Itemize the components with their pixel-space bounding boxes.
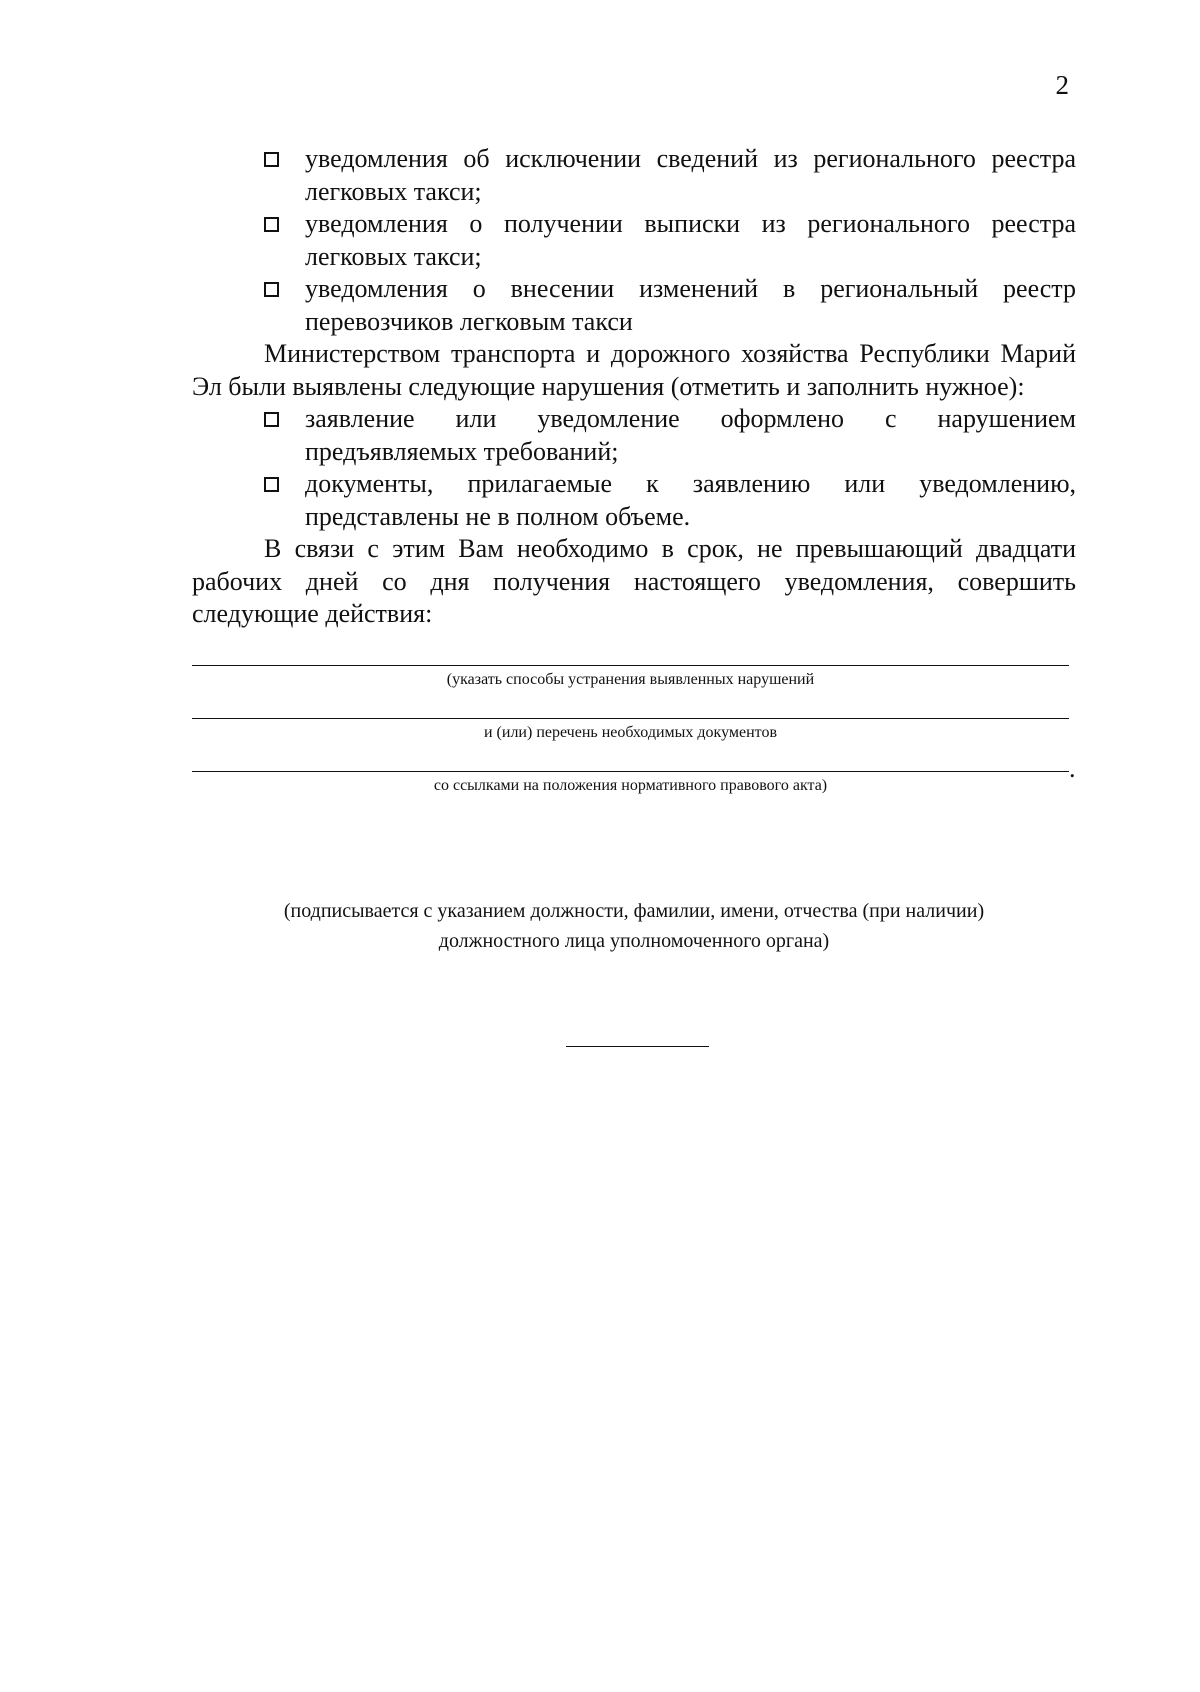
checkbox-item-text: уведомления о получении выписки из регионального реестра легковых такси; <box>305 209 1076 271</box>
checkbox-item <box>192 273 1076 338</box>
document-body <box>192 143 1076 797</box>
checkbox-square-icon[interactable] <box>264 217 279 232</box>
page-number: 2 <box>1055 70 1069 100</box>
checkbox-item <box>192 208 1076 273</box>
checkbox-item <box>192 468 1076 533</box>
checkbox-item <box>192 143 1076 208</box>
checkbox-square-icon[interactable] <box>264 477 279 492</box>
signature-note <box>192 896 1076 956</box>
checkbox-square-icon[interactable] <box>264 152 279 167</box>
checkbox-item-text: уведомления об исключении сведений из регионального реестра легковых такси; <box>305 144 1076 206</box>
blank-line[interactable] <box>192 771 1069 772</box>
fill-line <box>192 753 1076 797</box>
line-caption: (указать способы устранения выявленных нарушений <box>446 670 815 688</box>
checkbox-item-text: документы, прилагаемые к заявлению или уведомлению, представлены не в полном объеме. <box>305 469 1076 531</box>
signature-note-line2: должностного лица уполномоченного органа) <box>438 930 830 952</box>
fill-in-lines <box>192 651 1076 797</box>
blank-line[interactable] <box>192 665 1069 666</box>
paragraph-violations: Министерством транспорта и дорожного хозяйства Республики Марий Эл были выявлены следующие нарушения (отметить и заполнить нужное): <box>192 339 1076 401</box>
line-caption: со ссылками на положения нормативного правового акта) <box>433 776 828 794</box>
signature-note-line1: (подписывается с указанием должности, фамилии, имени, отчества (при наличии) <box>283 900 985 922</box>
checkbox-square-icon[interactable] <box>264 412 279 427</box>
line-caption: и (или) перечень необходимых документов <box>483 723 777 741</box>
checkbox-item-text: уведомления о внесении изменений в региональный реестр перевозчиков легковым такси <box>305 274 1076 336</box>
checkbox-square-icon[interactable] <box>264 282 279 297</box>
checkbox-item-text: заявление или уведомление оформлено с нарушением предъявляемых требований; <box>305 404 1076 466</box>
blank-line[interactable] <box>192 718 1069 719</box>
fill-line <box>192 651 1076 691</box>
end-divider <box>566 1046 709 1047</box>
checkbox-item <box>192 403 1076 468</box>
fill-line <box>192 704 1076 744</box>
paragraph-actions: В связи с этим Вам необходимо в срок, не превышающий двадцати рабочих дней со дня получения настоящего уведомления, совершить следующие действия: <box>192 534 1076 628</box>
line-trailing-period: . <box>1069 753 1076 783</box>
